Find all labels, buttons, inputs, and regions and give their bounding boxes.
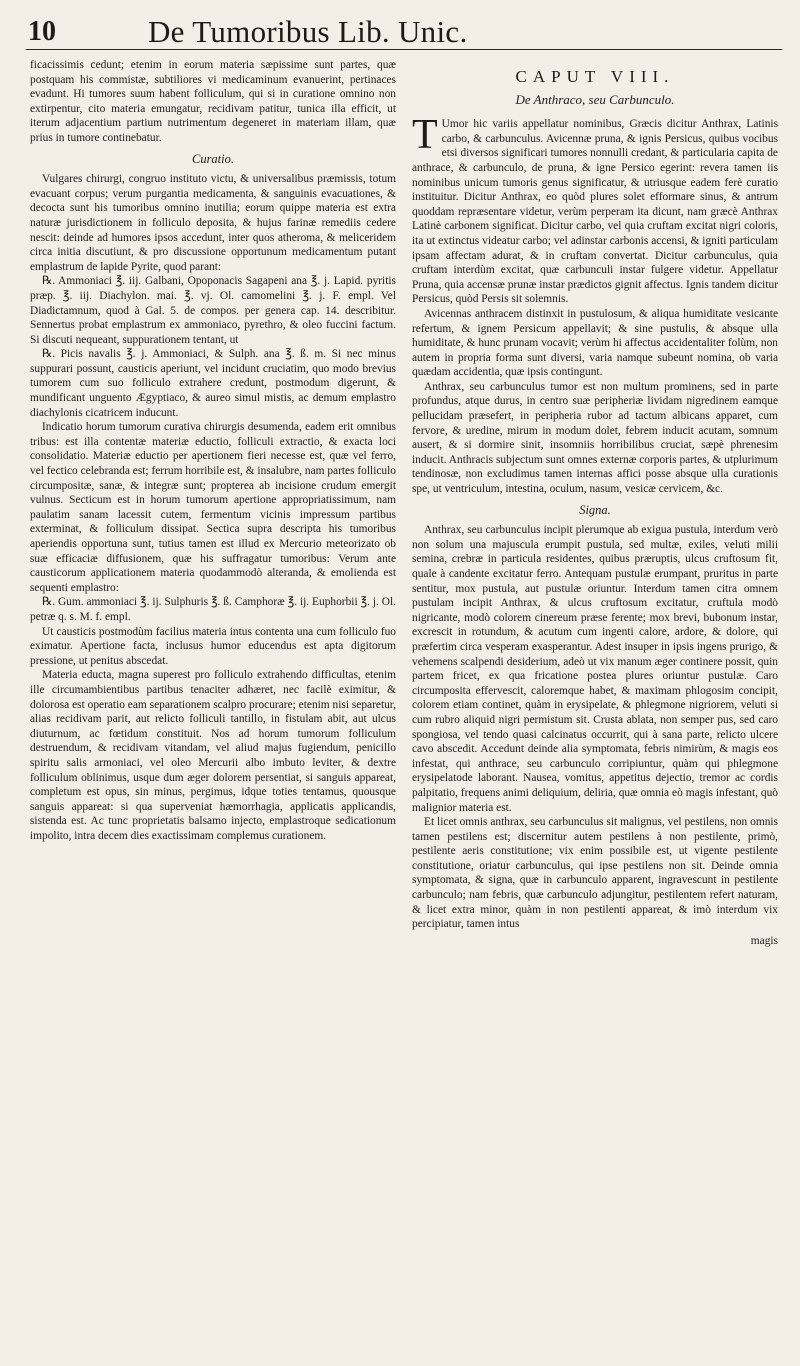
right-column xyxy=(412,58,778,948)
paragraph-text: Umor hic variis appellatur nominibus, Græcis dicitur Anthrax, Latinis carbo, & carbunculus. Avicennæ pruna, & ignis Persicus, quibus vocibus etsi diversos significari tumores nonnulli credant, & particularia capita de anthrace, & carbunculo, de pruna, & igne Persico egerint: revera tamen iis nominibus unicum tumoris genus significatur, & utriusque eadem ferè curatio instituitur. Dicitur Anthrax, eo quòd plures solet efformare sinus, & antrum quoddam repræsentare videtur, verùm perperam ita dicunt, nam græcè Anthrax Latinè carbonem significat. Dicitur carbo, vel quia cruftam excitat nigri coloris, ita ut extinctus videatur carbo; vel adinstar carbonis accensi, & igniti particulam ipsam affectam adurat, & in cruftam convertat. Dicitur carbunculus, quia cruftam interdùm excitat, quæ carbunculi instar fulgere videtur. Appellatur Pruna, quia accensæ prunæ instar prædictos gignit affectus. Ignis tandem dicitur Persicus, quòd Persis sit solemnis. xyxy=(412,118,778,306)
paragraph: Vulgares chirurgi, congruo instituto victu, & universalibus præmissis, totum evacuant corpus; verum purgantia medicamenta, & sanguinis evacuationes, & decocta sunt his tumoribus omnino inutilia; eorum quippe materia est extra naturæ jurisdictionem in folliculo deposita, & hujus farinæ remediis cedere nescit: deinde ad humores ipsos accedunt, inter quos atheroma, & meliceridem circa initia discutiunt, & pro discussione opportunum medicamentum putant emplastrum de lapide Pyrite, quod parant: xyxy=(30,173,396,273)
left-column xyxy=(30,58,396,843)
page-number: 10 xyxy=(28,16,56,47)
paragraph: Avicennas anthracem distinxit in pustulosum, & aliqua humiditate vesicante refertum, & ignem Persicum appellavit; & sine pustulis, & absque ulla humiditate, & hunc prunam vocavit; verùm hi affectus accidentaliter folùm, non autem in propria forma sunt diversi, varia namque subeunt nomina, ob varia quædam accidentia, quæ ipsis contingunt. xyxy=(412,307,778,379)
drop-cap: T xyxy=(412,112,438,159)
section-heading-curatio: Curatio. xyxy=(191,151,235,166)
paragraph: Anthrax, seu carbunculus tumor est non multum prominens, sed in parte profundus, atque durus, in centro suæ peripheriæ lividam nigredinem eamque pellucidam præsefert, in peripheria rubor ad tactum albicans apparet, cum fervore, & uredine, mirum in modum dolet, febrem inducit acutam, somnum ausert, & si dormire sinit, insomniis horribilibus cruciat, sæpè phrenesim inducit. Anthracis subjectum sunt omnes externæ corporis partes, & utplurimum tendinosæ, non excludimus tamen internas affici posse absque ulla curationis spe, ut ventriculum, intestina, oculum, nasum, vesicæ cervicem, &c. xyxy=(412,380,778,496)
paragraph: Ut causticis postmodùm facilius materia intus contenta una cum folliculo fuo eximatur. Apertione facta, inclusus humor educendus est apta digitorum pressione, ut penitus abscedat. xyxy=(30,625,396,667)
page-header xyxy=(28,14,776,54)
paragraph xyxy=(412,112,778,307)
section-heading-signa: Signa. xyxy=(579,502,611,517)
paragraph: Materia educta, magna superest pro folliculo extrahendo difficultas, etenim ille circumambientibus partibus tenaciter adhæret, nec facilè eximitur, & dolorosa est operatio eam separationem scalpro procurare; etenim nisi separetur, alias recidivam parit, aut relicto folliculi tantillo, in fistulam abit, aut ulcus diuturnum, ac fœtidum constituit. Nos ad horum tumorum folliculum destruendum, & recidivam vitandam, vel aliud majus fugiendum, penicillo spiritu salis armoniaci, vel oleo Mercurii albo imbuto leviter, & dextre folliculum oblinimus, usque dum æger dolorem persentiat, si sanguis appareat, completum est opus, sin minus, pergimus, idque toties tentamus, quousque sanguis appareat: si qua superveniat hæmorrhagia, applicatis applicandis, sistenda est. Ac tunc proprietatis balsamo injecto, emplastroque sedicationum impolito, intra decem dies exactissimam complemus curationem. xyxy=(30,669,396,842)
running-title: De Tumoribus Lib. Unic. xyxy=(148,14,468,49)
recipe-paragraph: ℞. Ammoniaci ℥. iij. Galbani, Opoponacis Sagapeni ana ℥. j. Lapid. pyritis præp. ℥. iij. Diachylon. mai. ℥. vj. Ol. camomelini ℥. j. F. empl. Vel Diadictamnum, quod à Gal. 5. de compos. per genera cap. 14. describitur. Sennertus probat emplastrum ex ammoniaco, pyrethro, & oleo fuccini factum. Si discuti nequeant, suppurationem tentant, ut xyxy=(30,275,396,346)
paragraph: Indicatio horum tumorum curativa chirurgis desumenda, eadem erit omnibus tribus: est illa contentæ materiæ eductio, folliculi extractio, & exacta loci consolidatio. Materiæ eductio per apertionem fieri necesse est, quæ vel ferro, vel fectico celebranda est; ferrum horribile est, & insalubre, nam partes folliculo circumpositæ, sanæ, & integræ sunt; propterea ab incisione crudum emergit vulnus. Secticum est in horum tumorum apertione appropriatissimum, nam paulatim sanam lacessit cutem, fermentum vicinis impressum partibus exterminat, & folliculum dissipat. Sectica supra descripta his tumoribus aperiendis opportuna sunt, tutius tamen est illud ex Mercurio meteorizato ob suæ efficaciæ diffusionem, quæ his suffragatur tumoribus: Verum ante causticorum applicationem materia quodammodò alteranda, & emolienda est sequenti emplastro: xyxy=(30,421,396,594)
catchword: magis xyxy=(750,934,778,947)
paragraph: Anthrax, seu carbunculus incipit plerumque ab exigua pustula, interdum verò non solum una majuscula erumpit pustula, sed multæ, exiles, veluti milii semina, crebræ in particula residentes, quibus præruptis, ulcus cruftosum fit, quale à candente excitatur ferro. Antequam pustulæ erumpant, pruritus in parte sentitur, mox pustula, aut pustulæ oriuntur. Interdum tamen citra omnem pustulam incipit Anthrax, & ulcus cruftosum excitatur, cruftula modò nigricante, modò colorem cinereum præse ferente; mox brevi, bubonum instar, excrescit in rotundum, & acutum cum ingenti calore, ardore, & dolore, qui præfertim circa vesperam exasperantur. Adest insuper in ipsis ingens prurigo, & vehemens scalpendi desiderium, adeò ut vix manum æger continere possit, quin partem fricet, ex qua fricatione postea plures oriuntur pustulæ. Caro circumposita effervescit, caloremque habet, & maximam phlogosim concipit, colorem etiam continet, quàm in erysipelate, & phlegmone nigriorem, veluti si cum rubro aliquid nigri permistum sit. Crusta ablata, non semper pus, sed caro spongiosa, vel tendo quasi calcinatus occurrit, qui à sana parte, relicto ulcere cavo abscedit. Accedunt deinde alia symptomata, febris nimirùm, & magis eos infestat, qui anthrace, seu carbunculo corripiuntur, quàm qui phlegmone erysipelatode laborant. Nausea, vomitus, appetitus dejectio, tremor ac cordis palpitatio, frequens animi deliquium, deliria, quæ omnia eò magis infestant, quò malignior materia est. xyxy=(412,524,778,814)
paragraph: Et licet omnis anthrax, seu carbunculus sit malignus, vel pestilens, non omnis tamen pestilens est; discernitur autem pestilens à non pestilente, primò, pestilente aeris constitutione; vix enim possibile est, ut vigente pestilente constitutione, oriatur carbunculus, qui ipse pestilens non sit. Deinde omnia symptomata, & signa, quæ in carbunculo apparent, ingravescunt in pestilente carbunculo; nam febris, quæ carbunculo adjungitur, pestilentem refert naturam, & licet extra minor, quàm in non pestilenti appareat, & imò interdum vix percipiatur, tamen intus xyxy=(412,816,778,931)
recipe-paragraph: ℞. Picis navalis ℥. j. Ammoniaci, & Sulph. ana ℥. ß. m. Si nec minus suppurari possunt, causticis aperiunt, vel incidunt cruciatim, quo modo brevius tumorem cum suo folliculo extrahere credunt, postmodum digerunt, & mundificant unguento Ægyptiaco, & aureo simul mistis, ac demum emplastro diachylonis cicatricem inducunt. xyxy=(30,348,396,419)
chapter-title: CAPUT VIII. xyxy=(515,67,675,86)
header-rule xyxy=(26,49,782,50)
recipe-paragraph: ℞. Gum. ammoniaci ℥. ij. Sulphuris ℥. ß. Camphoræ ℥. ij. Euphorbii ℥. j. Ol. petræ q. s. M. f. empl. xyxy=(30,596,396,623)
chapter-subtitle: De Anthraco, seu Carbunculo. xyxy=(515,91,675,107)
paragraph: ficacissimis cedunt; etenim in eorum materia sæpissime sunt partes, quæ postquam his commistæ, subtiliores vi medicaminum evanuerint, pertinaces evadunt. Hi tumores suum habent folliculum, qui si in curatione omnino non extirpentur, cito materia emungatur, recidivam patitur, tunica illa efficit, ut iterum adjacentium partium nutrimentum degeneret in materiam illam, quæ prius in tumore continebatur. xyxy=(30,59,396,144)
